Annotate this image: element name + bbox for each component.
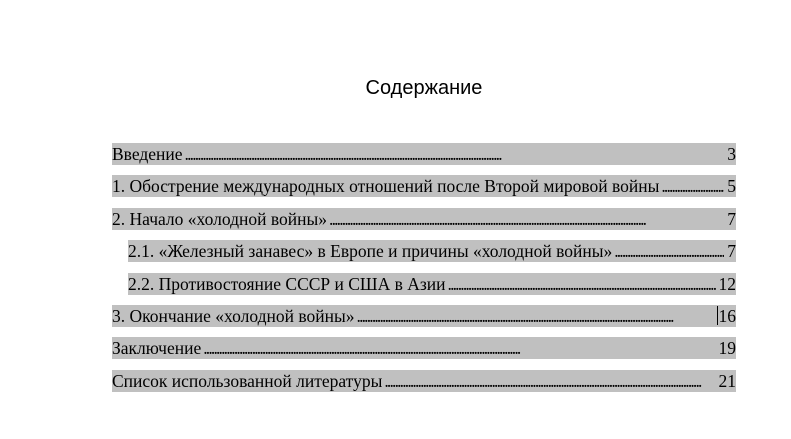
toc-entry-page: 16 xyxy=(718,305,736,326)
table-of-contents xyxy=(112,143,736,402)
toc-entry-label: Заключение xyxy=(112,338,202,359)
toc-entry-chapter-1[interactable] xyxy=(112,175,736,197)
toc-dot-leader xyxy=(329,208,724,230)
toc-entry-label: 3. Окончание «холодной войны» xyxy=(112,305,355,326)
toc-dot-leader xyxy=(661,175,724,197)
toc-entry-label: 2.1. «Железный занавес» в Европе и причины «холодной войны» xyxy=(128,241,613,262)
toc-entry-page: 3 xyxy=(727,144,736,164)
toc-entry-page: 19 xyxy=(718,338,736,359)
toc-entry-page: 5 xyxy=(727,176,736,197)
toc-entry-introduction[interactable] xyxy=(112,143,736,165)
toc-entry-chapter-3[interactable] xyxy=(112,305,736,327)
toc-entry-label: 1. Обострение международных отношений после Второй мировой войны xyxy=(112,176,660,197)
toc-entry-section-2-1[interactable] xyxy=(128,240,736,262)
toc-entry-label: 2.2. Противостояние СССР и США в Азии xyxy=(128,273,446,294)
toc-dot-leader xyxy=(448,273,716,295)
toc-entry-section-2-2[interactable] xyxy=(128,273,736,295)
toc-title: Содержание xyxy=(365,77,483,99)
toc-entry-label: Список использованной литературы xyxy=(112,370,383,391)
toc-dot-leader xyxy=(614,240,724,262)
toc-entry-label: 2. Начало «холодной войны» xyxy=(112,208,328,229)
toc-entry-chapter-2[interactable] xyxy=(112,208,736,230)
toc-entry-page: 7 xyxy=(727,241,736,262)
toc-dot-leader xyxy=(185,143,725,165)
toc-dot-leader xyxy=(203,337,715,359)
toc-entry-label: Введение xyxy=(112,144,183,164)
toc-entry-bibliography[interactable] xyxy=(112,370,736,392)
toc-entry-conclusion[interactable] xyxy=(112,337,736,359)
toc-entry-page: 12 xyxy=(718,273,736,294)
toc-entry-page: 7 xyxy=(727,208,736,229)
toc-entry-page: 21 xyxy=(718,370,736,391)
toc-dot-leader xyxy=(384,370,715,392)
toc-entry-page-with-cursor xyxy=(714,305,737,327)
text-cursor xyxy=(717,306,718,325)
toc-dot-leader xyxy=(357,305,714,327)
